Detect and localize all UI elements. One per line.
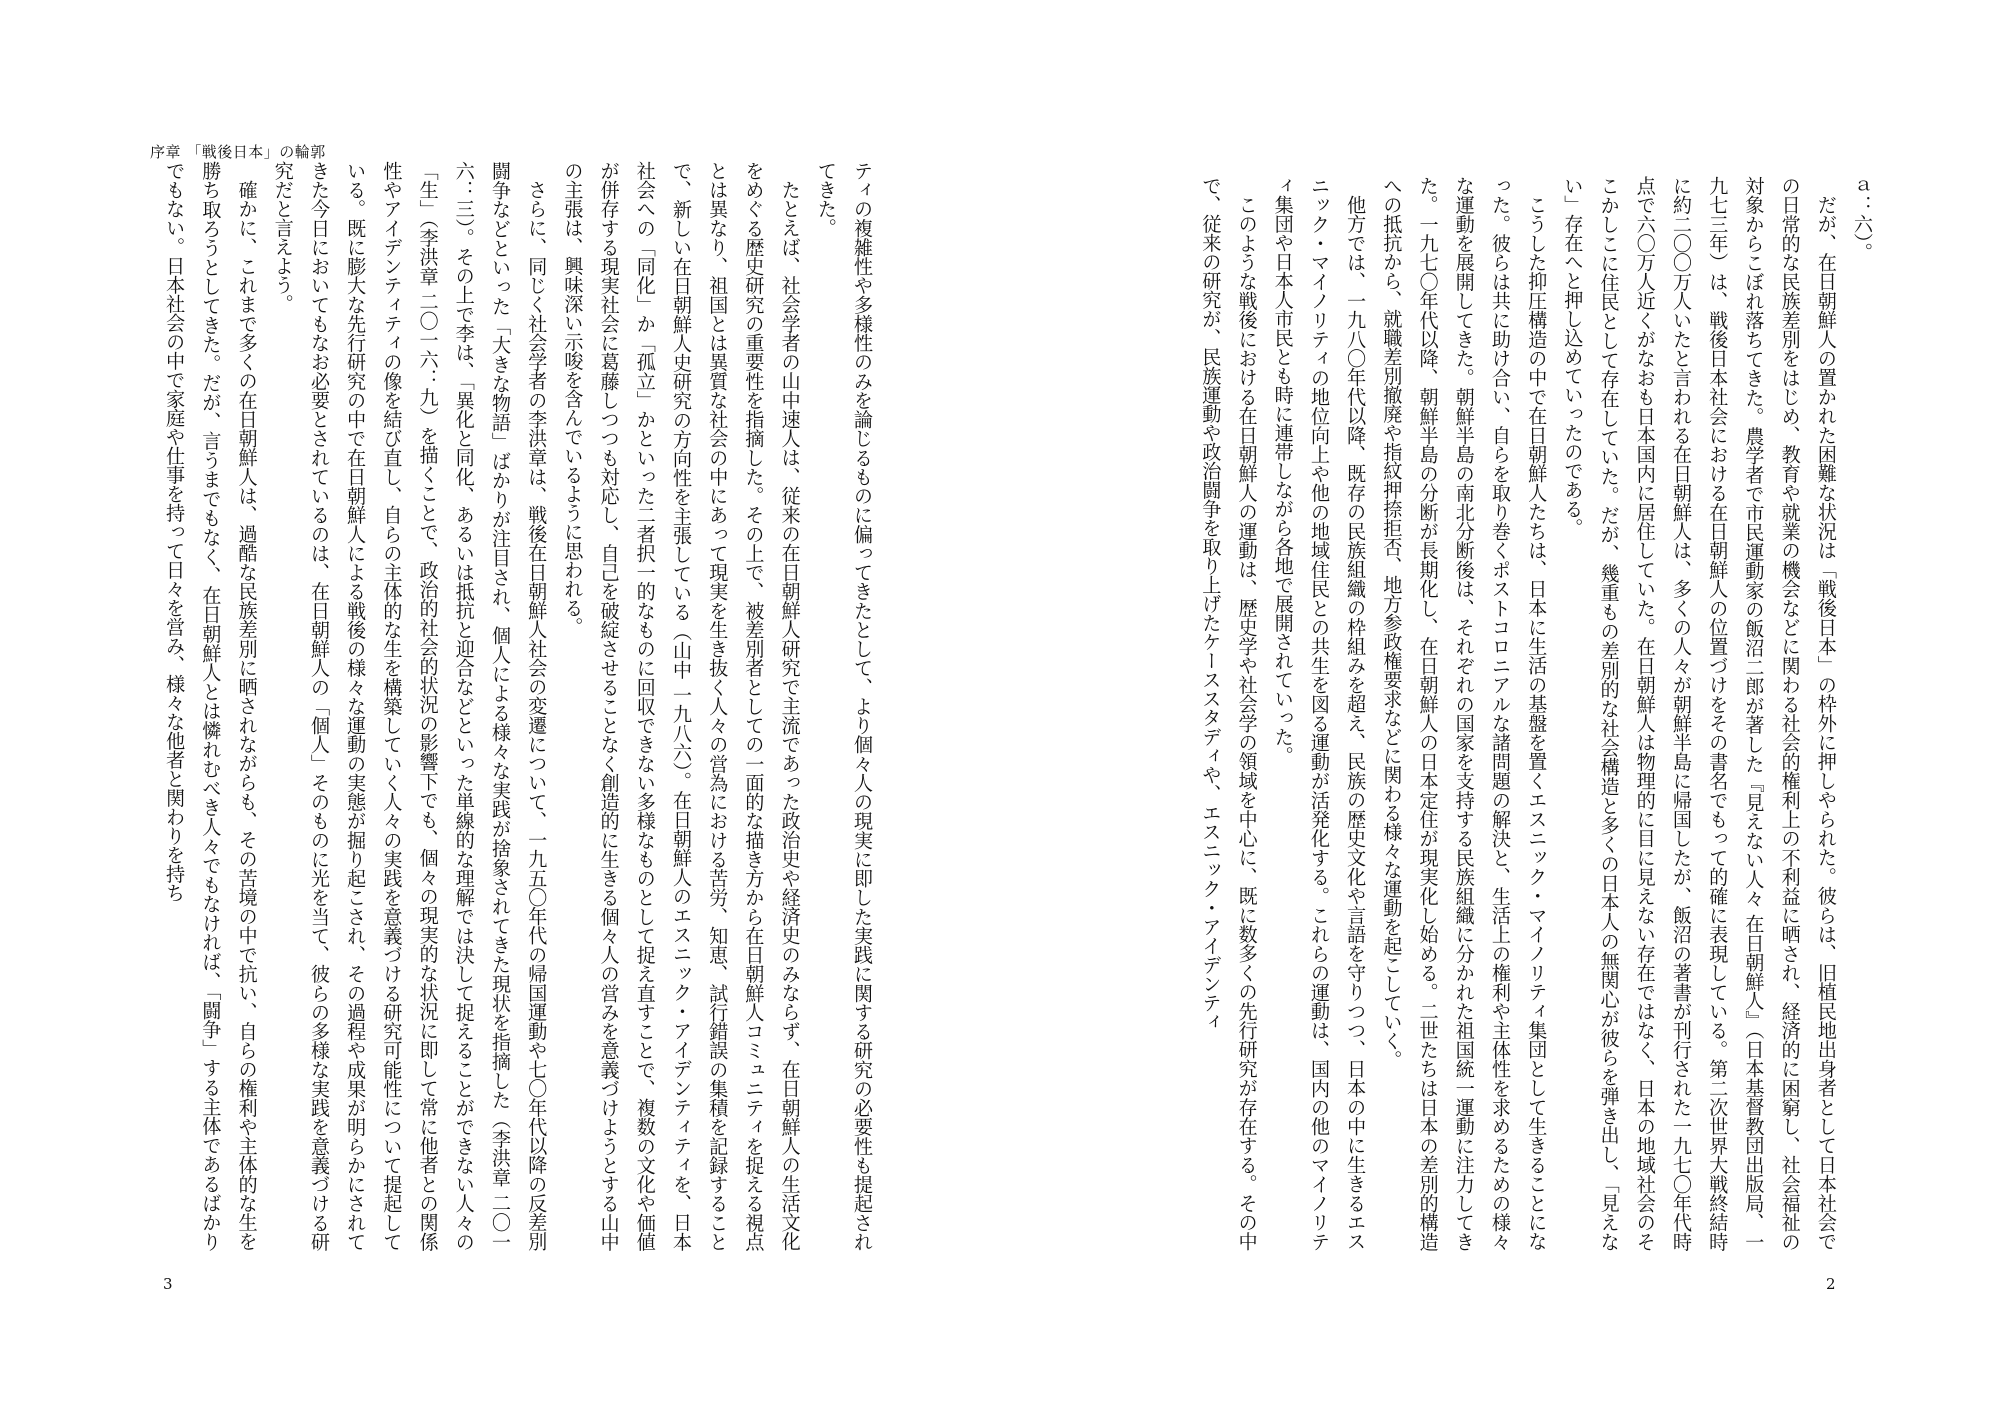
paragraph: 他方では、一九八〇年代以降、既存の民族組織の枠組みを超え、民族の歴史文化や言語を守りつつ、日本の中に生きるエスニック・マイノリティの地位向上や他の地域住民との共生を図る運動が活発化する。これらの運動は、国内の他のマイノリティ集団や日本人市民とも時に連帯しながら各地で展開されていった。 xyxy=(1271,176,1368,1251)
paragraph: だが、在日朝鮮人の置かれた困難な状況は「戦後日本」の枠外に押しやられた。彼らは、旧植民地出身者として日本社会での日常的な民族差別をはじめ、教育や就業の機会などに関わる社会的権利上の不利益に晒され、経済的に困窮し、社会福祉の対象からこぼれ落ちてきた。農学者で市民運動家の飯沼二郎が著した『見えない人々 在日朝鮮人』（日本基督教団出版局、一九七三年）は、戦後日本社会における在日朝鮮人の位置づけをその書名でもって的確に表現している。第二次世界大戦終結時に約二〇〇万人いたと言われる在日朝鮮人は、多くの人々が朝鮮半島に帰国したが、飯沼の著書が刊行された一九七〇年代時点で六〇万人近くがなおも日本国内に居住していた。在日朝鮮人は物理的に目に見えない存在ではなく、日本の地域社会のそこかしこに住民として存在していた。だが、幾重もの差別的な社会構造と多くの日本人の無関心が彼らを弾き出し、「見えない」存在へと押し込めていったのである。 xyxy=(1561,176,1838,1251)
paragraph: ティの複雑性や多様性のみを論じるものに偏ってきたとして、より個々人の現実に即した実践に関する研究の必要性も提起されてきた。 xyxy=(814,161,874,1251)
page-number: 3 xyxy=(163,1275,173,1293)
page-number: 2 xyxy=(1826,1275,1836,1293)
paragraph: さらに、同じく社会学者の李洪章は、戦後在日朝鮮人社会の変遷について、一九五〇年代の帰国運動や七〇年代以降の反差別闘争などといった「大きな物語」ばかりが注目され、個人による様々な実践が捨象されてきた現状を指摘した（李洪章 二〇一六：三）。その上で李は、「異化と同化、あるいは抵抗と迎合などといった単線的な理解では決して捉えることができない人々の「生」（李洪章 二〇一六：九）を描くことで、政治的社会的状況の影響下でも、個々の現実的な状況に即して常に他者との関係性やアイデンティティの像を結び直し、自らの主体的な生を構築していく人々の実践を意義づける研究可能性について提起している。既に膨大な先行研究の中で在日朝鮮人による戦後の様々な運動の実態が掘り起こされ、その過程や成果が明らかにされてきた今日においてもなお必要とされているのは、在日朝鮮人の「個人」そのものに光を当て、彼らの多様な実践を意義づける研究だと言えよう。 xyxy=(271,161,549,1251)
paragraph: ａ：六）。 xyxy=(1851,176,1874,262)
right-body-text xyxy=(1038,176,1880,1251)
right-page xyxy=(1000,0,2000,1414)
paragraph: こうした抑圧構造の中で在日朝鮮人たちは、日本に生活の基盤を置くエスニック・マイノリティ集団として生きることになった。彼らは共に助け合い、自らを取り巻くポストコロニアルな諸問題の解決と、生活上の権利や主体性を求めるための様々な運動を展開してきた。朝鮮半島の南北分断後は、それぞれの国家を支持する民族組織に分かれた祖国統一運動に注力してきた。一九七〇年代以降、朝鮮半島の分断が長期化し、在日朝鮮人の日本定住が現実化し始める。二世たちは日本の差別的構造への抵抗から、就職差別撤廃や指紋押捺拒否、地方参政権要求などに関わる様々な運動を起こしていく。 xyxy=(1380,176,1549,1251)
paragraph: このような戦後における在日朝鮮人の運動は、歴史学や社会学の領域を中心に、既に数多くの先行研究が存在する。その中で、従来の研究が、民族運動や政治闘争を取り上げたケーススタディや、エスニック・アイデンティ xyxy=(1199,176,1259,1251)
left-body-text xyxy=(120,161,880,1251)
running-header: 序章 「戦後日本」の輪郭 xyxy=(150,143,326,161)
paragraph: たとえば、社会学者の山中速人は、従来の在日朝鮮人研究で主流であった政治史や経済史のみならず、在日朝鮮人の生活文化をめぐる歴史研究の重要性を指摘した。その上で、被差別者としての一面的な描き方から在日朝鮮人コミュニティを捉える視点とは異なり、祖国とは異質な社会の中にあって現実を生き抜く人々の営為における苦労、知恵、試行錯誤の集積を記録することで、新しい在日朝鮮人史研究の方向性を主張している（山中 一九八六）。在日朝鮮人のエスニック・アイデンティティを、日本社会への「同化」か「孤立」かといった二者択一的なものに回収できない多様なものとして捉え直すことで、複数の文化や価値が併存する現実社会に葛藤しつつも対応し、自己を破綻させることなく創造的に生きる個々人の営みを意義づけようとする山中の主張は、興味深い示唆を含んでいるように思われる。 xyxy=(561,161,802,1251)
paragraph: 確かに、これまで多くの在日朝鮮人は、過酷な民族差別に晒されながらも、その苦境の中で抗い、自らの権利や主体的な生を勝ち取ろうとしてきた。だが、言うまでもなく、在日朝鮮人とは憐れむべき人々でもなければ、「闘争」する主体であるばかりでもない。日本社会の中で家庭や仕事を持って日々を営み、様々な他者と関わりを持ち xyxy=(163,161,259,1251)
